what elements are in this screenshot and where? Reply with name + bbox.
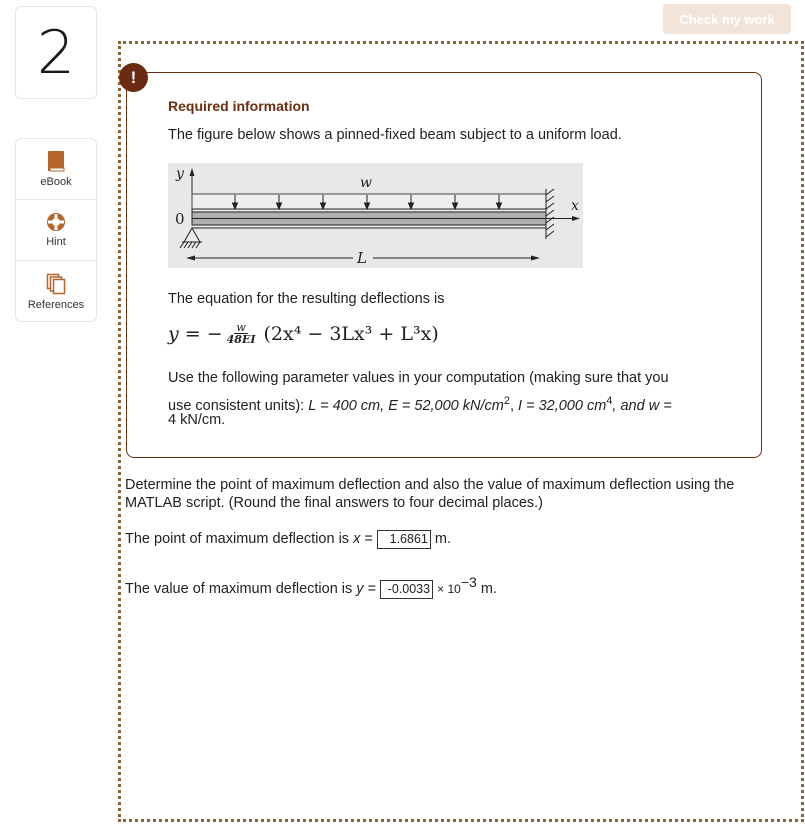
fraction-denominator: 48EI xyxy=(226,333,256,346)
param-E: E = 52,000 kN/cm xyxy=(388,397,504,414)
params-line1: Use the following parameter values in your computation (making sure that you xyxy=(168,370,669,386)
param-I: I = 32,000 cm xyxy=(518,397,607,414)
references-button[interactable] xyxy=(16,261,96,322)
answer-y-var: y xyxy=(356,580,364,597)
answer-y-unit: m. xyxy=(480,580,497,597)
book-icon xyxy=(47,150,65,172)
params-line2: use consistent units): L = 400 cm, E = 52,000 $kN/cm^2$, I = 32,000 $cm^4$, and w = xyxy=(168,395,672,414)
required-info-title: Required information xyxy=(168,98,310,114)
hint-button[interactable] xyxy=(16,200,96,261)
answer-x-label: The point of maximum deflection is xyxy=(125,531,354,547)
answer-x-var: x xyxy=(353,531,361,547)
x-axis-label: x xyxy=(571,198,579,214)
answer-x-input[interactable]: 1.6861 xyxy=(377,530,431,549)
side-tools-panel xyxy=(15,138,97,322)
ebook-label: eBook xyxy=(40,176,72,188)
ebook-button[interactable] xyxy=(16,139,96,200)
answer-y-row xyxy=(125,572,497,599)
answer-x-eq: = xyxy=(360,531,377,547)
answer-x-row xyxy=(125,529,451,549)
load-label: w xyxy=(360,175,372,191)
beam-figure xyxy=(168,163,583,268)
param-w: , and w = xyxy=(612,397,672,414)
param-w-value: 4 kN/cm. xyxy=(168,412,226,428)
deflection-equation xyxy=(168,322,439,345)
documents-icon xyxy=(46,273,66,295)
prompt-line1: Determine the point of maximum deflection and also the value of maximum deflection using the xyxy=(125,477,735,493)
equation-rhs: (2x⁴ − 3Lx³ + L³x) xyxy=(263,322,439,345)
length-label: L xyxy=(357,249,367,267)
param-I-exp: 4 xyxy=(606,395,613,407)
question-number xyxy=(15,6,97,99)
required-intro: The figure below shows a pinned-fixed beam subject to a uniform load. xyxy=(168,127,622,143)
origin-label: 0 xyxy=(175,210,185,228)
answer-y-label: The value of maximum deflection is xyxy=(125,580,357,597)
lifebuoy-icon xyxy=(46,212,66,232)
answer-y-input[interactable]: -0.0033 xyxy=(380,580,433,599)
equation-intro: The equation for the resulting deflections is xyxy=(168,291,445,307)
equation-lhs: y = − xyxy=(168,322,223,345)
answer-x-unit: m. xyxy=(434,531,451,547)
param-L: L = 400 cm, xyxy=(308,397,385,414)
equation-fraction xyxy=(227,322,256,345)
alert-icon: ! xyxy=(119,63,148,92)
check-my-work-button[interactable]: Check my work xyxy=(663,4,791,34)
prompt-line2: MATLAB script. (Round the final answers to four decimal places.) xyxy=(125,495,543,511)
hint-label: Hint xyxy=(46,236,66,248)
param-E-exp: 2 xyxy=(503,395,510,407)
question-number-text: 2 xyxy=(36,17,76,88)
y-axis-label: y xyxy=(176,166,184,182)
references-label: References xyxy=(27,298,85,311)
answer-y-exp: −3 xyxy=(460,574,477,590)
beam-diagram xyxy=(168,163,583,268)
params-prefix: use consistent units): xyxy=(168,397,309,414)
fraction-numerator: w xyxy=(236,321,246,334)
answer-y-times: × 10 xyxy=(437,581,461,596)
answer-y-eq: = xyxy=(363,580,381,597)
